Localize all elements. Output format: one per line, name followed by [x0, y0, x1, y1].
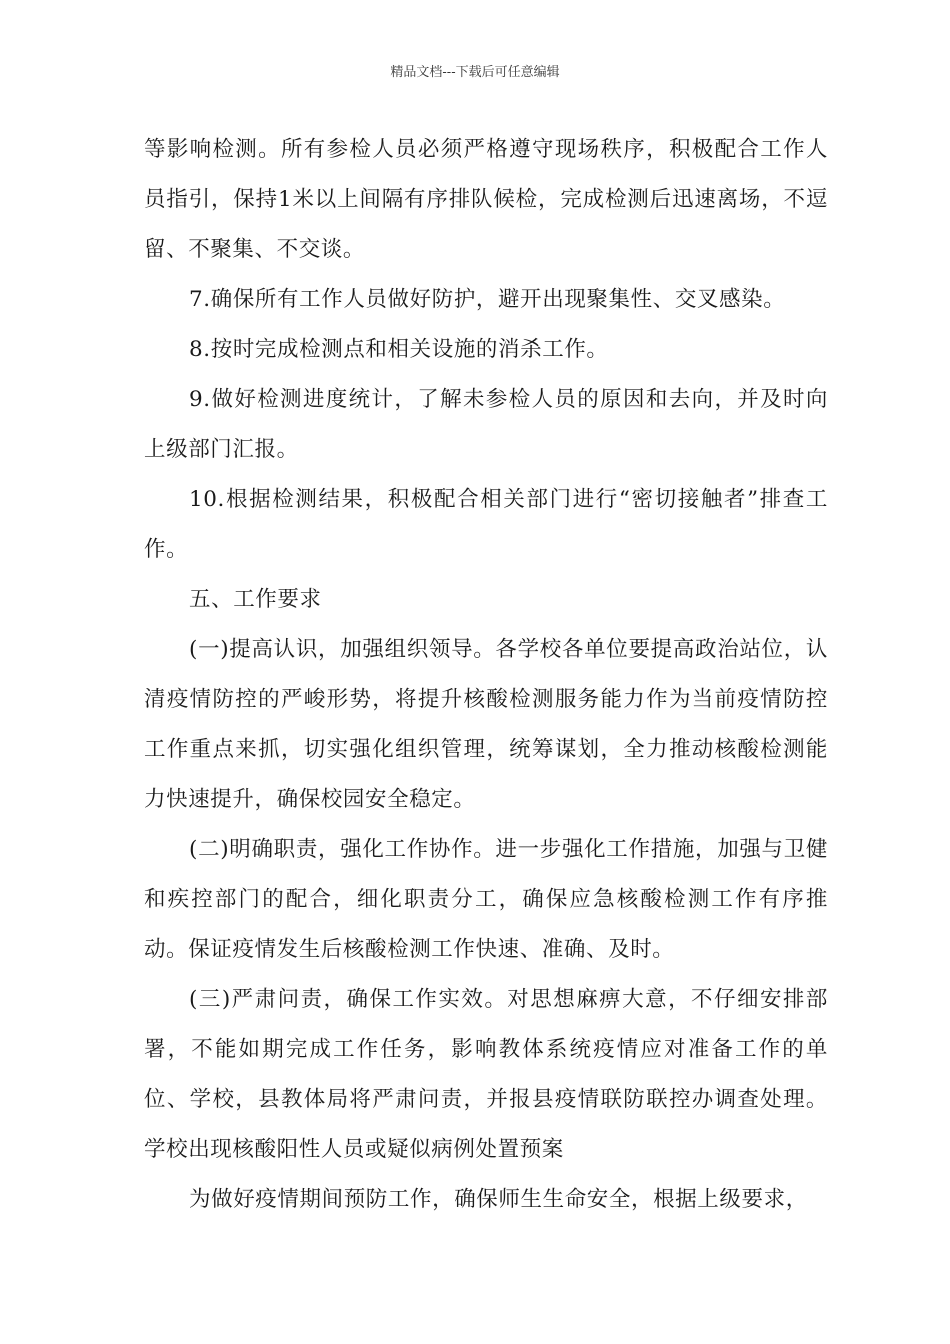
- document-body: [144, 125, 828, 1225]
- paragraph-item-10: 10.根据检测结果，积极配合相关部门进行“密切接触者”排查工作。: [144, 487, 828, 562]
- paragraph-item-7: 7.确保所有工作人员做好防护，避开出现聚集性、交叉感染。: [189, 287, 786, 312]
- paragraph-item-9: 9.做好检测进度统计，了解未参检人员的原因和去向，并及时向上级部门汇报。: [144, 387, 828, 462]
- page-header: 精品文档---下载后可任意编辑: [390, 65, 560, 80]
- paragraph-requirement-2: (二)明确职责，强化工作协作。进一步强化工作措施，加强与卫健和疾控部门的配合，细化职责分工，确保应急核酸检测工作有序推动。保证疫情发生后核酸检测工作快速、准确、及时。: [144, 837, 828, 962]
- section-heading-5: 五、工作要求: [189, 587, 322, 612]
- paragraph-requirement-3: (三)严肃问责，确保工作实效。对思想麻痹大意，不仔细安排部署，不能如期完成工作任务，影响教体系统疫情应对准备工作的单位、学校，县教体局将严肃问责，并报县疫情联防联控办调查处理。学校出现核酸阳性人员或疑似病例处置预案: [144, 987, 828, 1162]
- paragraph-item-8: 8.按时完成检测点和相关设施的消杀工作。: [189, 337, 609, 362]
- paragraph-continuation: 等影响检测。所有参检人员必须严格遵守现场秩序，积极配合工作人员指引，保持1米以上间隔有序排队候检，完成检测后迅速离场，不逗留、不聚集、不交谈。: [144, 137, 828, 262]
- paragraph-plan-intro: 为做好疫情期间预防工作，确保师生生命安全，根据上级要求，: [189, 1187, 808, 1212]
- paragraph-requirement-1: (一)提高认识，加强组织领导。各学校各单位要提高政治站位，认清疫情防控的严峻形势，将提升核酸检测服务能力作为当前疫情防控工作重点来抓，切实强化组织管理，统筹谋划，全力推动核酸检测能力快速提升，确保校园安全稳定。: [144, 637, 828, 812]
